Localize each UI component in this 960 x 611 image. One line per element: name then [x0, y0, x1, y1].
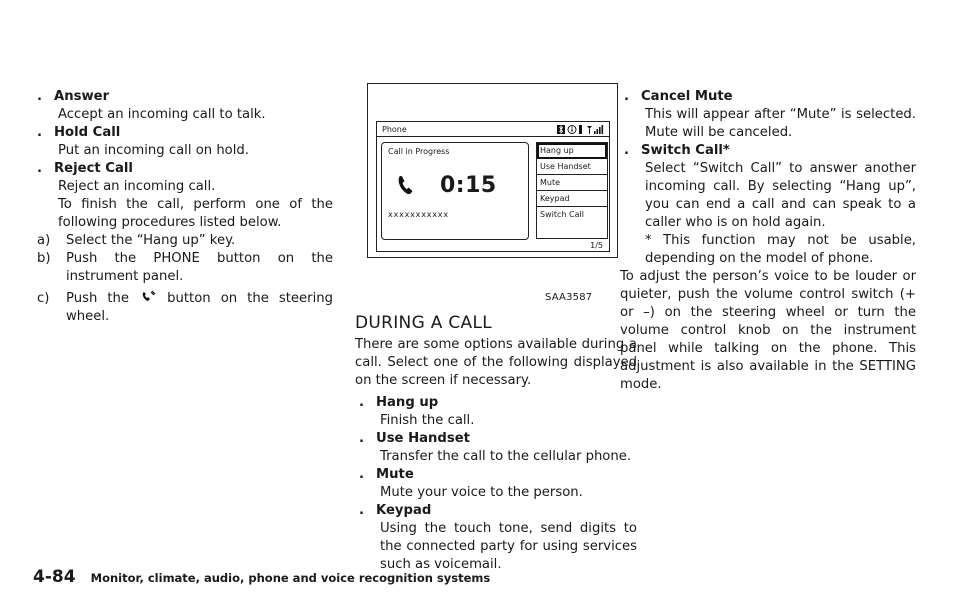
- cancel-mute-item: [620, 88, 916, 106]
- use-handset-title: Use Handset: [376, 431, 470, 446]
- reject-call-description: Reject an incoming call.: [58, 179, 216, 194]
- menu-keypad[interactable]: Keypad: [537, 191, 607, 207]
- step-b: [33, 250, 333, 286]
- switch-call-item: [620, 142, 916, 160]
- answer-title: Answer: [54, 89, 110, 104]
- hang-up-item: [355, 394, 637, 412]
- switch-call-title: Switch Call*: [641, 143, 730, 158]
- answer-description: Accept an incoming call to talk.: [58, 107, 266, 122]
- volume-paragraph: To adjust the person’s voice to be louder or quieter, push the volume control switch (+ or –) on the steering wheel or turn the volume control knob on the instrument panel while talking on the phone. This adjustment is also available in the SETTING mode.: [620, 269, 916, 392]
- step-label: c): [37, 291, 50, 306]
- bullet-icon: .: [359, 431, 365, 446]
- bullet-icon: .: [624, 143, 630, 158]
- page-indicator: 1/5: [590, 241, 603, 250]
- answer-item: [33, 88, 333, 106]
- phone-screen-figure: [367, 83, 618, 258]
- step-c: [33, 290, 333, 326]
- step-text: Select the “Hang up” key.: [66, 233, 236, 248]
- intro-paragraph: There are some options available during a call. Select one of the following displayed on the screen if necessary.: [355, 337, 637, 388]
- steering-phone-icon: [139, 290, 157, 304]
- bullet-icon: .: [37, 89, 43, 104]
- use-handset-description: Transfer the call to the cellular phone.: [380, 449, 632, 464]
- menu-use-handset[interactable]: Use Handset: [537, 159, 607, 175]
- caller-number: xxxxxxxxxxx: [388, 210, 449, 219]
- call-status-label: Call in Progress: [388, 147, 450, 156]
- chapter-title: Monitor, climate, audio, phone and voice recognition systems: [90, 571, 491, 585]
- phone-battery-icon: [579, 125, 582, 134]
- use-handset-item: [355, 430, 637, 448]
- hold-call-title: Hold Call: [54, 125, 121, 140]
- bullet-icon: .: [359, 395, 365, 410]
- finish-call-instructions: To finish the call, perform one of the following procedures listed below.: [58, 197, 333, 230]
- screen-title: Phone: [382, 125, 407, 134]
- page-footer: [33, 567, 490, 587]
- step-text-after: button on the steering wheel.: [66, 291, 333, 324]
- step-a: [33, 232, 333, 250]
- right-column: [620, 88, 916, 394]
- step-label: b): [37, 251, 51, 266]
- step-text: Push the PHONE button on the instrument panel.: [66, 251, 333, 284]
- switch-call-description: Select “Switch Call” to answer another incoming call. By selecting “Hang up”, you can end a call and can speak to a caller who is on hold again.: [645, 161, 916, 230]
- menu-mute[interactable]: Mute: [537, 175, 607, 191]
- mute-item: [355, 466, 637, 484]
- switch-call-note: * This function may not be usable, depending on the model of phone.: [645, 233, 916, 266]
- status-icons: [556, 124, 604, 135]
- section-heading: DURING A CALL: [355, 313, 493, 333]
- antenna-icon: [587, 126, 592, 129]
- figure-caption: SAA3587: [545, 292, 593, 303]
- bullet-icon: .: [359, 467, 365, 482]
- step-label: a): [37, 233, 51, 248]
- bullet-icon: .: [624, 89, 630, 104]
- call-timer: 0:15: [440, 173, 497, 198]
- bullet-icon: .: [359, 503, 365, 518]
- mute-title: Mute: [376, 467, 414, 482]
- cancel-mute-description: This will appear after “Mute” is selected. Mute will be canceled.: [645, 107, 916, 140]
- bullet-icon: .: [37, 161, 43, 176]
- menu-switch-call[interactable]: Switch Call: [540, 210, 584, 219]
- keypad-item: [355, 502, 637, 520]
- handset-icon: [396, 173, 416, 197]
- hold-call-item: [33, 124, 333, 142]
- hang-up-title: Hang up: [376, 395, 439, 410]
- reject-call-item: [33, 160, 333, 178]
- phone-screen: [376, 121, 610, 252]
- left-column: [33, 88, 333, 326]
- hang-up-description: Finish the call.: [380, 413, 475, 428]
- reject-call-title: Reject Call: [54, 161, 133, 176]
- cancel-mute-title: Cancel Mute: [641, 89, 733, 104]
- middle-column: [355, 290, 637, 574]
- call-status-panel: [381, 142, 529, 240]
- page-number: 4-84: [33, 567, 76, 587]
- keypad-title: Keypad: [376, 503, 432, 518]
- menu-hang-up[interactable]: Hang up: [537, 143, 607, 159]
- call-options-menu: [536, 142, 608, 239]
- hold-call-description: Put an incoming call on hold.: [58, 143, 249, 158]
- mute-description: Mute your voice to the person.: [380, 485, 583, 500]
- step-text-before: Push the: [66, 291, 130, 306]
- bullet-icon: .: [37, 125, 43, 140]
- keypad-description: Using the touch tone, send digits to the connected party for using services such as voicemail.: [380, 521, 637, 572]
- signal-strength-icon: [594, 131, 596, 134]
